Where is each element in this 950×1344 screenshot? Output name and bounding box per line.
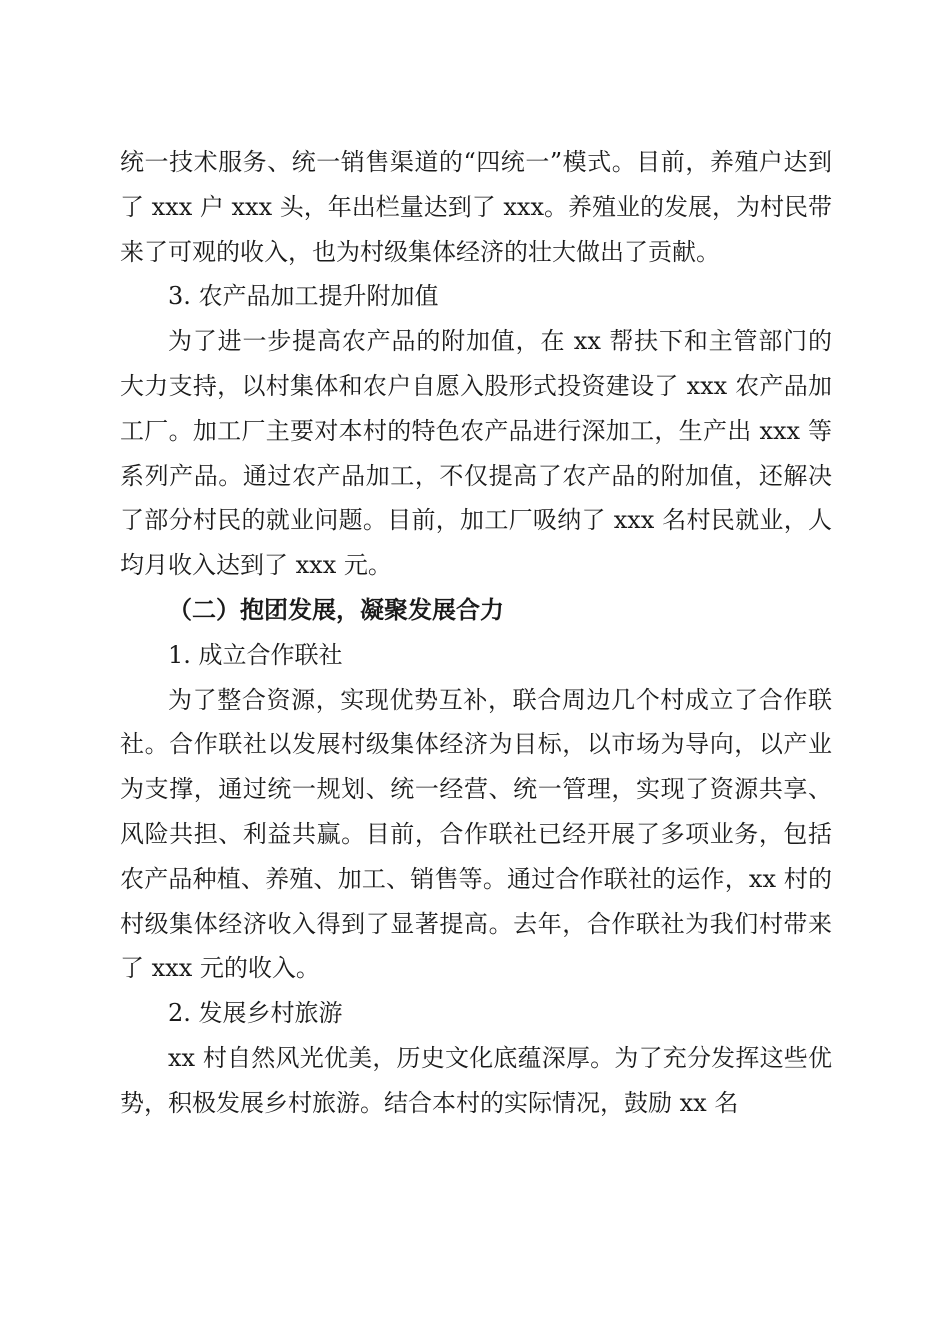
paragraph-livestock-continuation: 统一技术服务、统一销售渠道的“四统一”模式。目前，养殖户达到了 xxx 户 xxx 头，年出栏量达到了 xxx。养殖业的发展，为村民带来了可观的收入，也为村级集体经济的壮大做出了贡献。	[120, 148, 832, 266]
section-heading-cooperation: （二）抱团发展，凝聚发展合力	[168, 594, 504, 624]
subheading-cooperative: 1. 成立合作联社	[168, 640, 343, 669]
document-body	[120, 140, 832, 1126]
subheading-processing: 3. 农产品加工提升附加值	[168, 282, 439, 311]
paragraph-tourism: xx 村自然风光优美，历史文化底蕴深厚。为了充分发挥这些优势，积极发展乡村旅游。结合本村的实际情况，鼓励 xx 名	[120, 1043, 832, 1117]
paragraph-cooperative: 为了整合资源，实现优势互补，联合周边几个村成立了合作联社。合作联社以发展村级集体经济为目标，以市场为导向，以产业为支撑，通过统一规划、统一经营、统一管理，实现了资源共享、风险共担、利益共赢。目前，合作联社已经开展了多项业务，包括农产品种植、养殖、加工、销售等。通过合作联社的运作，xx 村的村级集体经济收入得到了显著提高。去年，合作联社为我们村带来了 xxx 元的收入。	[120, 685, 832, 983]
subheading-tourism: 2. 发展乡村旅游	[168, 999, 343, 1028]
paragraph-processing: 为了进一步提高农产品的附加值，在 xx 帮扶下和主管部门的大力支持，以村集体和农户自愿入股形式投资建设了 xxx 农产品加工厂。加工厂主要对本村的特色农产品进行深加工，生产出 xxx 等系列产品。通过农产品加工，不仅提高了农产品的附加值，还解决了部分村民的就业问题。目前，加工厂吸纳了 xxx 名村民就业，人均月收入达到了 xxx 元。	[120, 327, 832, 580]
